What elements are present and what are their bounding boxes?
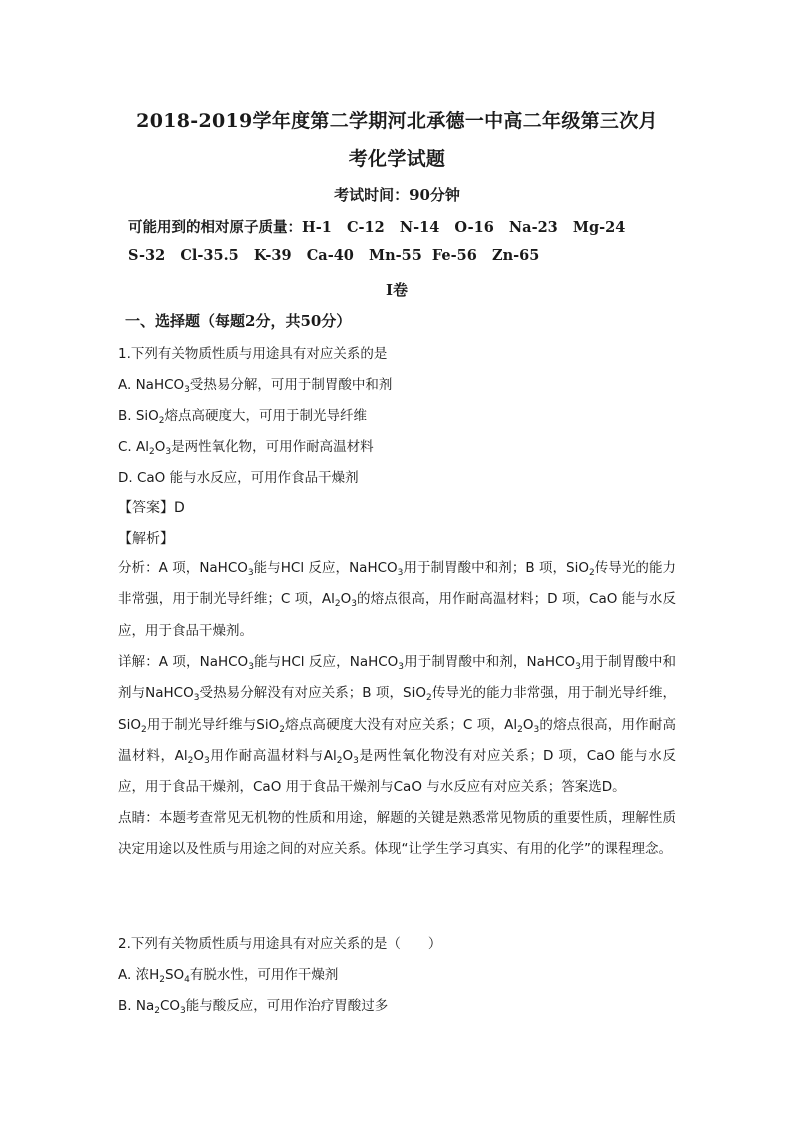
atomic-masses-line-1: 可能用到的相对原子质量：H-1 C-12 N-14 O-16 Na-23 Mg-24 [128, 219, 626, 236]
q1-comment: 点睛：本题考查常见无机物的性质和用途，解题的关键是熟悉常见物质的重要性质，理解性质决定用途以及性质与用途之间的对应关系。体现“让学生学习真实、有用的化学”的课程理念。 [118, 810, 676, 858]
section-heading: 一、选择题（每题2分，共50分） [125, 312, 352, 330]
q1-analysis: 分析：A 项，NaHCO$_3$能与HCl 反应，NaHCO$_3$用于制胃酸中和剂；B 项，SiO$_2$传导光的能力非常强，用于制光导纤维；C 项，$Al_2O_3$的熔点很高，用作耐高温材料；D 项，CaO 能与水反应，用于食品干燥剂。 [118, 560, 676, 639]
q1-option-c: C. $Al_2O_3$是两性氧化物，可用作耐高温材料 [118, 439, 374, 457]
q2-stem: 2.下列有关物质性质与用途具有对应关系的是（ ） [118, 936, 442, 952]
volume-heading: Ⅰ卷 [385, 281, 409, 299]
exam-title-line-2: 考化学试题 [348, 148, 446, 170]
q2-option-b: B. $Na_2CO_3$能与酸反应，可用作治疗胃酸过多 [118, 998, 389, 1016]
exam-time: 考试时间：90分钟 [334, 186, 460, 204]
q2-option-a: A. 浓$H_2SO_4$有脱水性，可用作干燥剂 [118, 967, 339, 985]
q1-option-b: B. SiO$_2$熔点高硬度大，可用于制光导纤维 [118, 408, 368, 426]
q1-analysis-label: 【解析】 [118, 531, 174, 547]
atomic-masses-line-2: S-32 Cl-35.5 K-39 Ca-40 Mn-55 Fe-56 Zn-65 [128, 247, 540, 264]
q1-option-a: A. NaHCO$_3$受热易分解，可用于制胃酸中和剂 [118, 377, 393, 395]
q1-detail: 详解：A 项，NaHCO$_3$能与HCl 反应，NaHCO$_3$用于制胃酸中和剂，NaHCO$_3$用于制胃酸中和剂与NaHCO$_3$受热易分解没有对应关系；B 项，SiO$_2$传导光的能力非常强，用于制光导纤维，SiO$_2$用于制光导纤维与SiO$_2$熔点高硬度大没有对应关系；C 项，$Al_2O_3$的熔点很高，用作耐高温材料，$Al_2O_3$用作耐高温材料与$Al_2O_3$是两性氧化物没有对应关系；D 项，CaO 能与水反应，用于食品干燥剂，CaO 用于食品干燥剂与CaO 与水反应有对应关系；答案选D。 [118, 654, 677, 796]
q1-stem: 1.下列有关物质性质与用途具有对应关系的是 [118, 346, 388, 362]
q1-answer: 【答案】D [118, 500, 185, 516]
exam-title-line-1: 2018-2019学年度第二学期河北承德一中高二年级第三次月 [136, 110, 658, 132]
q1-option-d: D. CaO 能与水反应，可用作食品干燥剂 [118, 470, 359, 486]
